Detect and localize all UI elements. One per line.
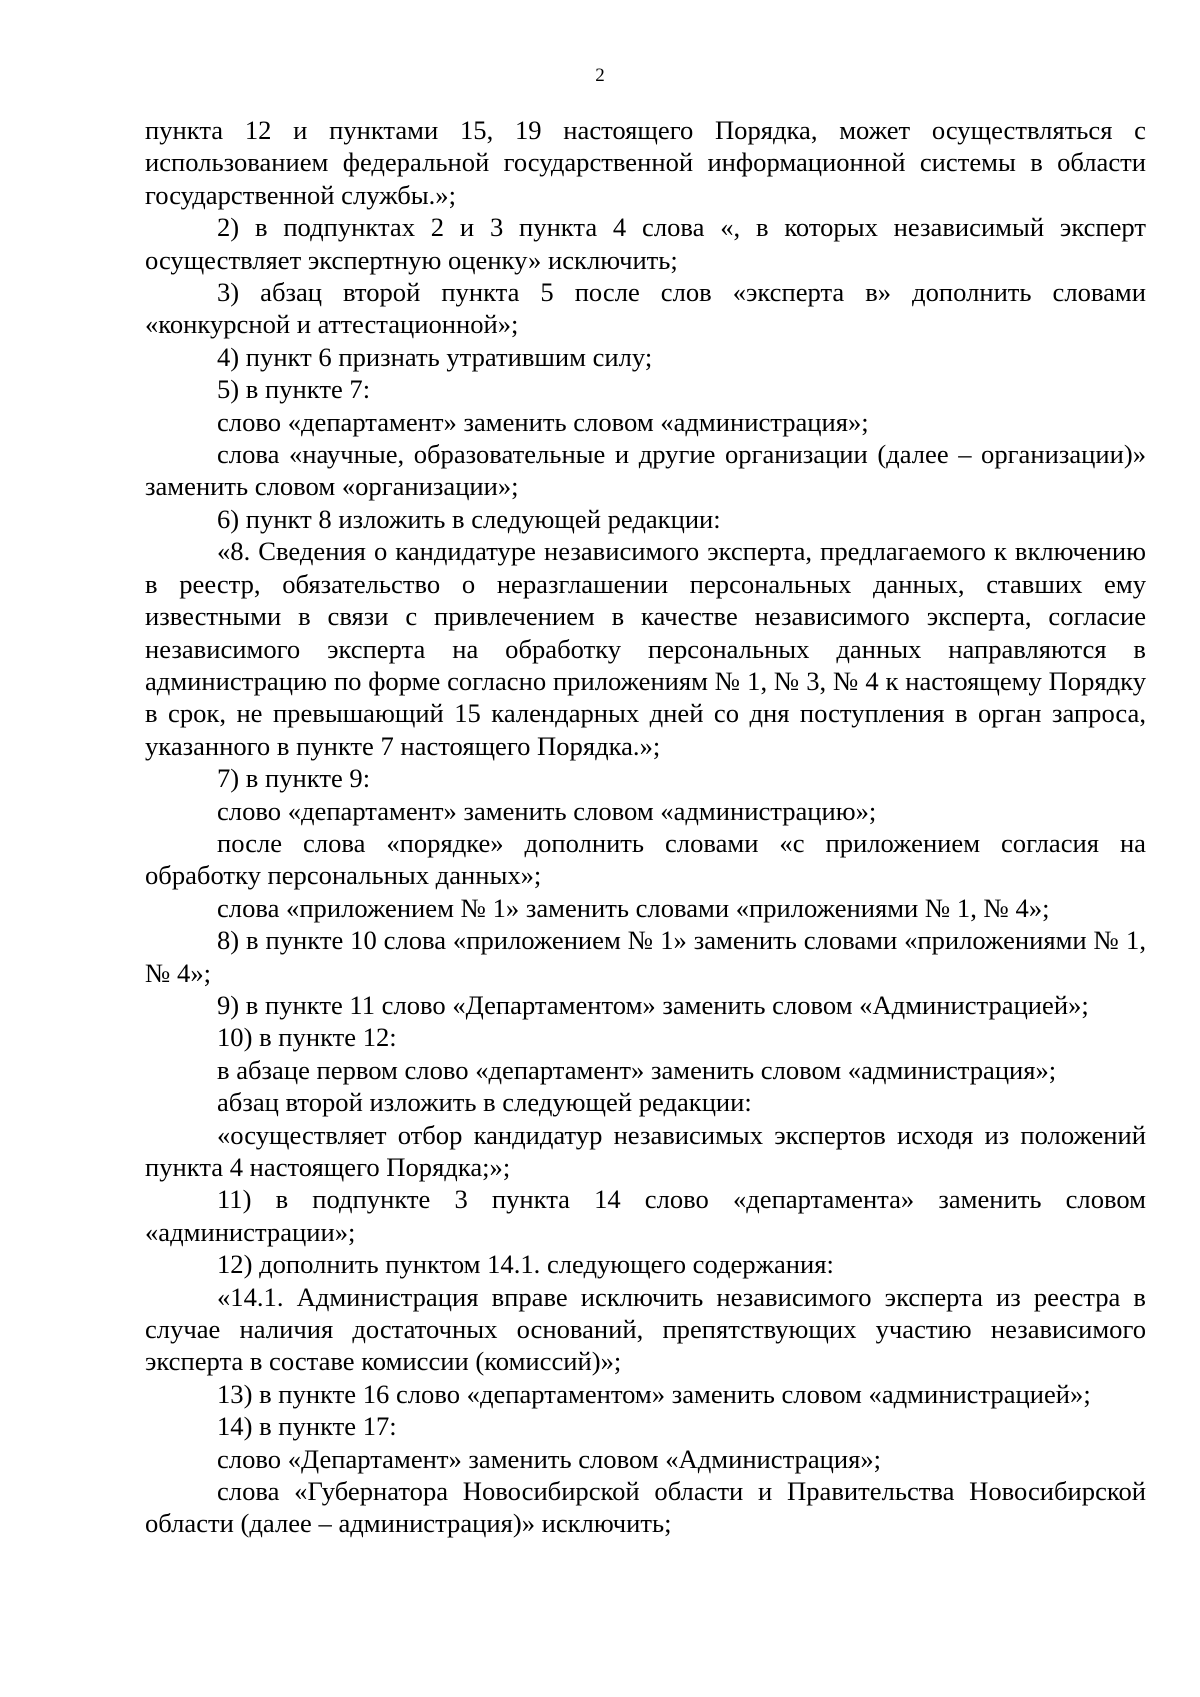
paragraph-item-14-sub-1: слово «Департамент» заменить словом «Администрация»; <box>217 1443 882 1474</box>
paragraph-item-7: 7) в пункте 9: <box>217 763 371 794</box>
paragraph-item-12-quote: «14.1. Администрация вправе исключить независимого эксперта из реестра в случае наличия достаточных оснований, препятствующих участию независимого эксперта в составе комиссии (комиссий)»; <box>145 1281 1146 1377</box>
paragraph-item-14-sub-2: слова «Губернатора Новосибирской области и Правительства Новосибирской области (далее – администрация)» исключить; <box>145 1476 1146 1539</box>
paragraph-item-10-sub-2: абзац второй изложить в следующей редакции: <box>217 1087 752 1118</box>
paragraph-item-2: 2) в подпунктах 2 и 3 пункта 4 слова «, в которых независимый эксперт осуществляет экспертную оценку» исключить; <box>145 212 1146 275</box>
paragraph-item-5: 5) в пункте 7: <box>217 374 371 405</box>
paragraph-item-12: 12) дополнить пунктом 14.1. следующего содержания: <box>217 1249 834 1280</box>
paragraph-item-9: 9) в пункте 11 слово «Департаментом» заменить словом «Администрацией»; <box>217 989 1089 1020</box>
paragraph-item-5-sub-2: слова «научные, образовательные и другие организации (далее – организации)» заменить словом «организации»; <box>145 439 1146 502</box>
paragraph-item-11: 11) в подпункте 3 пункта 14 слово «департамента» заменить словом «администрации»; <box>145 1184 1146 1247</box>
paragraph-item-14: 14) в пункте 17: <box>217 1411 397 1442</box>
paragraph-item-5-sub-1: слово «департамент» заменить словом «администрация»; <box>217 406 869 437</box>
paragraph-item-7-sub-1: слово «департамент» заменить словом «администрацию»; <box>217 795 877 826</box>
document-body <box>145 114 1146 1540</box>
paragraph-item-6: 6) пункт 8 изложить в следующей редакции: <box>217 503 721 534</box>
paragraph-item-13: 13) в пункте 16 слово «департаментом» заменить словом «администрацией»; <box>217 1378 1091 1409</box>
paragraph-item-10: 10) в пункте 12: <box>217 1022 397 1053</box>
paragraph-continuation: пункта 12 и пунктами 15, 19 настоящего Порядка, может осуществляться с использованием федеральной государственной информационной системы в области государственной службы.»; <box>145 115 1146 210</box>
paragraph-item-6-quote: «8. Сведения о кандидатуре независимого эксперта, предлагаемого к включению в реестр, обязательство о неразглашении персональных данных, ставших ему известными в связи с привлечением в качестве независимого эксперта, согласие независимого эксперта на обработку персональных данных направляются в администрацию по форме согласно приложениям № 1, № 3, № 4 к настоящему Порядку в срок, не превышающий 15 календарных дней со дня поступления в орган запроса, указанного в пункте 7 настоящего Порядка.»; <box>145 536 1146 761</box>
paragraph-item-7-sub-3: слова «приложением № 1» заменить словами «приложениями № 1, № 4»; <box>217 892 1050 923</box>
paragraph-item-7-sub-2: после слова «порядке» дополнить словами «с приложением согласия на обработку персональных данных»; <box>145 827 1146 891</box>
page-number: 2 <box>595 65 605 86</box>
paragraph-item-8: 8) в пункте 10 слова «приложением № 1» заменить словами «приложениями № 1, № 4»; <box>145 925 1146 988</box>
paragraph-item-4: 4) пункт 6 признать утратившим силу; <box>217 341 653 372</box>
paragraph-item-3: 3) абзац второй пункта 5 после слов «эксперта в» дополнить словами «конкурсной и аттестационной»; <box>145 277 1146 340</box>
paragraph-item-10-sub-1: в абзаце первом слово «департамент» заменить словом «администрация»; <box>217 1054 1057 1085</box>
paragraph-item-10-quote: «осуществляет отбор кандидатур независимых экспертов исходя из положений пункта 4 настоящего Порядка;»; <box>145 1119 1146 1182</box>
